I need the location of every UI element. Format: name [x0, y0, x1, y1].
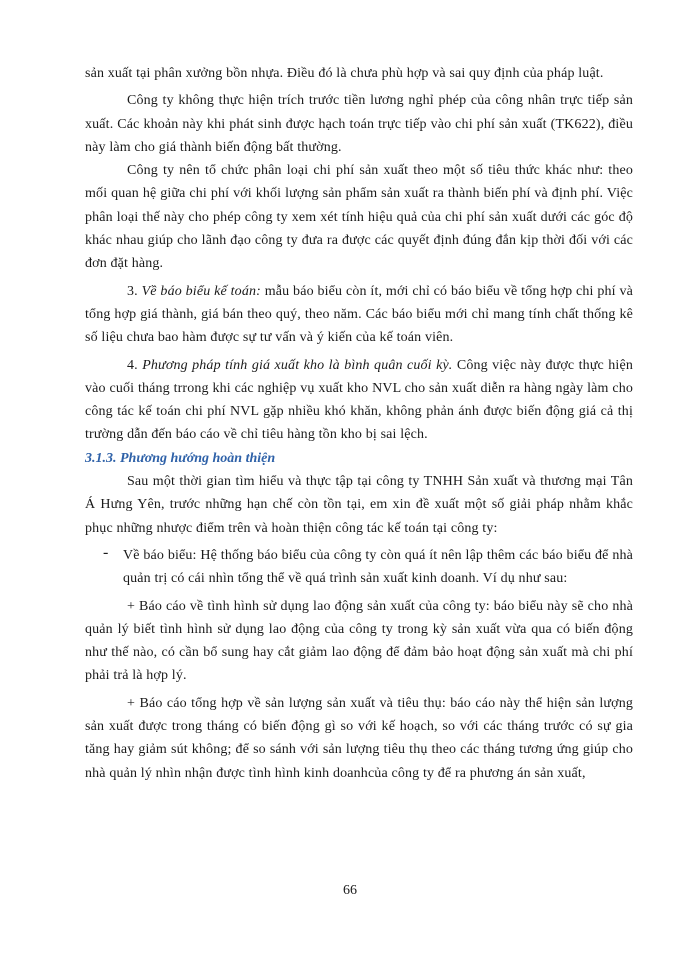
item-3-title: Về báo biểu kế toán:: [141, 283, 261, 299]
item-4-number: 4.: [127, 357, 138, 373]
item-3-text: mẫu báo biểu còn ít, mới chỉ có báo biểu về tổng hợp chi phí và tổng hợp giá thành, giá bán theo quý, theo năm. Các báo biểu mới chỉ mang tính chất thống kê số liệu chưa bao hàm được sự tư vấn và ý kiến của kế toán viên.: [85, 283, 633, 346]
paragraph-labor-report: + Báo cáo về tình hình sử dụng lao động sản xuất của công ty: báo biểu này sẽ cho nhà quản lý biết tình hình sử dụng lao động của công ty trong kỳ sản xuất vừa qua có biến động như thế nào, có cần bổ sung hay cắt giảm lao động để đảm bảo hoạt động sản xuất mà chi phí phải trả là hợp lý.: [85, 598, 633, 684]
paragraph-intro: Sau một thời gian tìm hiểu và thực tập tại công ty TNHH Sản xuất và thương mại Tân Á Hưng Yên, trước những hạn chế còn tồn tại, em xin đề xuất một số giải pháp nhằm khắc phục những nhược điểm trên và hoàn thiện công tác kế toán tại công ty:: [85, 474, 633, 536]
item-4-title: Phương pháp tính giá xuất kho là bình quân cuối kỳ.: [142, 357, 453, 373]
bullet-dash: -: [103, 543, 109, 561]
paragraph-3: Công ty nên tổ chức phân loại chi phí sản xuất theo một số tiêu thức khác như: theo mối quan hệ giữa chi phí với khối lượng sản phẩm sản xuất ra thành biến phí và định phí. Việc phân loại thế này cho phép công ty xem xét tính hiệu quả của chi phí sản xuất dưới các góc độ khác nhau giúp cho lãnh đạo công ty đưa ra được các quyết định đúng đắn kịp thời đối với các đơn đặt hàng.: [85, 163, 633, 272]
paragraph-2: Công ty không thực hiện trích trước tiền lương nghỉ phép của công nhân trực tiếp sản xuất. Các khoản này khi phát sinh được hạch toán trực tiếp vào chi phí sản xuất (TK622), điều này làm cho giá thành biến động bất thường.: [85, 93, 633, 155]
paragraph-1: sản xuất tại phân xưởng bồn nhựa. Điều đó là chưa phù hợp và sai quy định của pháp luật.: [85, 66, 604, 81]
paragraph-output-report: + Báo cáo tổng hợp về sản lượng sản xuất và tiêu thụ: báo cáo này thể hiện sản lượng sản xuất được trong tháng có biến động gì so với kế hoạch, so với các tháng trước có sự gia tăng hay giảm sút không; để so sánh với sản lượng tiêu thụ theo các tháng tương ứng giúp cho nhà quản lý nhìn nhận được tình hình kinh doanhcủa công ty để ra phương án sản xuất,: [85, 695, 633, 781]
section-heading: 3.1.3. Phương hướng hoàn thiện: [85, 450, 276, 466]
bullet-text: Về báo biểu: Hệ thống báo biểu của công ty còn quá ít nên lập thêm các báo biểu để nhà quản trị có cái nhìn tổng thể về quá trình sản xuất kinh doanh. Ví dụ như sau:: [123, 547, 633, 587]
item-4-text: Công việc này được thực hiện vào cuối tháng trrong khi các nghiệp vụ xuất kho NVL cho sản xuất diễn ra hàng ngày làm cho công tác kế toán chi phí NVL gặp nhiều khó khăn, không phản ánh được biến động giá cả thị trường dẫn đến báo cáo về chỉ tiêu hàng tồn kho bị sai lệch.: [85, 357, 633, 443]
paragraph-item-3: [85, 280, 633, 350]
item-3-number: 3.: [127, 283, 138, 299]
bullet-item-reports: [85, 544, 633, 591]
document-page: [85, 62, 633, 785]
page-number: 66: [343, 883, 357, 898]
paragraph-item-4: [85, 354, 633, 447]
